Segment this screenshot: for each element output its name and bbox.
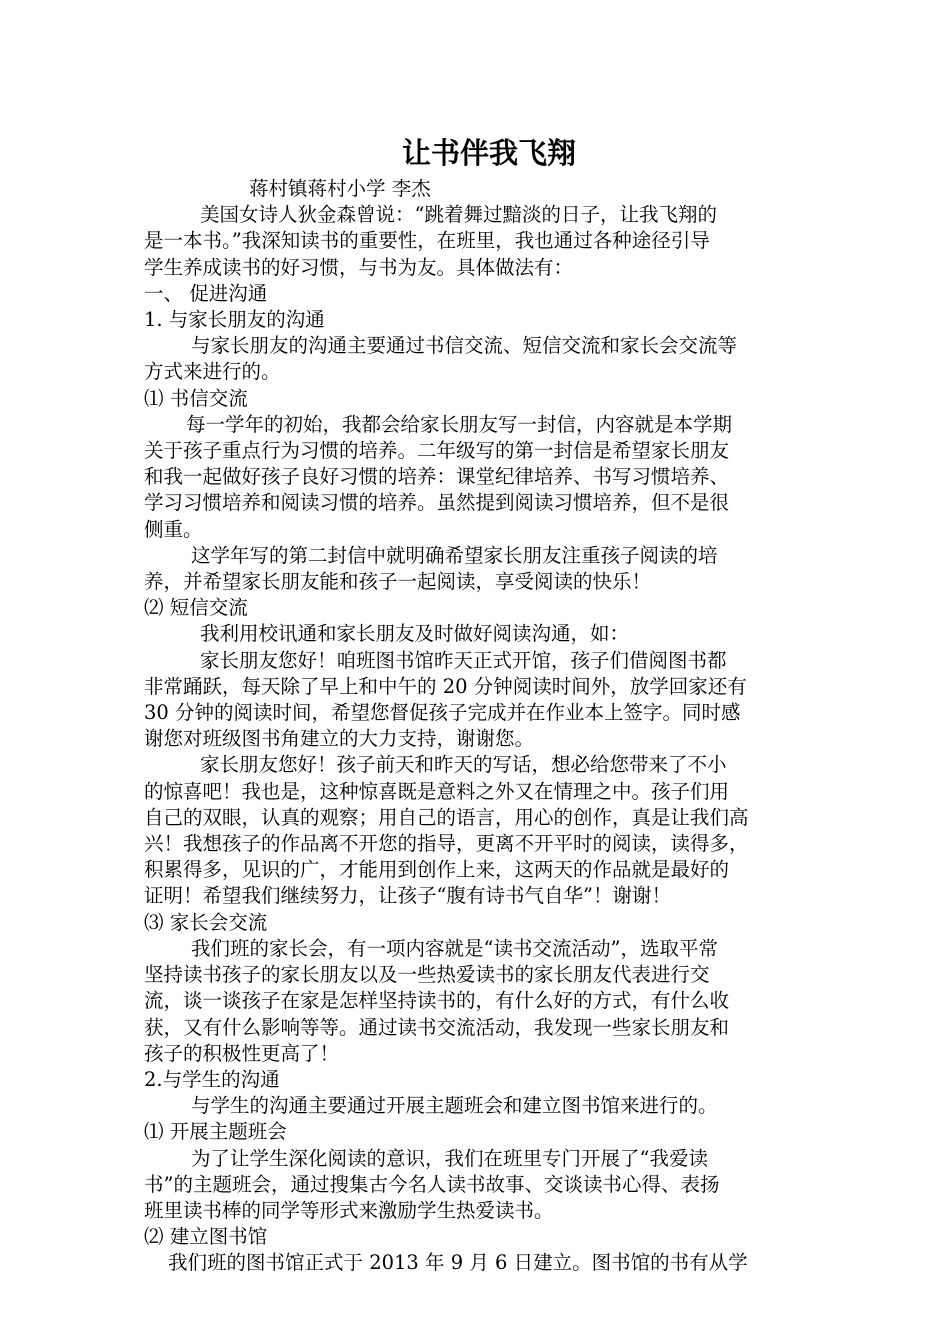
- paragraph-line: 是一本书。”我深知读书的重要性，在班里，我也通过各种途径引导: [144, 229, 710, 253]
- paragraph-line: 自己的双眼，认真的观察；用自己的语言，用心的创作，真是让我们高: [144, 805, 749, 829]
- paragraph-line: 美国女诗人狄金森曾说：“跳着舞过黯淡的日子，让我飞翔的: [200, 203, 717, 227]
- paragraph-line: 我们班的图书馆正式于 2013 年 9 月 6 日建立。图书馆的书有从学: [168, 1251, 748, 1275]
- paragraph-line: 谢您对班级图书角建立的大力支持，谢谢您。: [144, 727, 535, 751]
- paragraph-line: 与家长朋友的沟通主要通过书信交流、短信交流和家长会交流等: [191, 334, 738, 358]
- paragraph-line: 学生养成读书的好习惯，与书为友。具体做法有：: [144, 255, 574, 279]
- paragraph-line: 家长朋友您好！咱班图书馆昨天正式开馆，孩子们借阅图书都: [200, 648, 727, 672]
- paragraph-line: 积累得多，见识的广，才能用到创作上来，这两天的作品就是最好的: [144, 858, 730, 882]
- item-heading: ⑵ 短信交流: [144, 596, 248, 620]
- subsection-heading: 1. 与家长朋友的沟通: [144, 308, 325, 332]
- paragraph-line: 孩子的积极性更高了！: [144, 1041, 340, 1065]
- paragraph-line: 学习习惯培养和阅读习惯的培养。虽然提到阅读习惯培养，但不是很: [144, 491, 730, 515]
- subsection-heading: 2.与学生的沟通: [144, 1067, 280, 1091]
- document-page: [144, 130, 824, 1277]
- paragraph-line: 流，谈一谈孩子在家是怎样坚持读书的，有什么好的方式，有什么收: [144, 989, 730, 1013]
- paragraph-line: 证明！希望我们继续努力，让孩子“腹有诗书气自华”！谢谢！: [144, 884, 671, 908]
- paragraph-line: 我们班的家长会，有一项内容就是“读书交流活动”，选取平常: [191, 936, 718, 960]
- item-heading: ⑶ 家长会交流: [144, 910, 268, 934]
- paragraph-line: 方式来进行的。: [144, 360, 281, 384]
- paragraph-line: 侧重。: [144, 517, 203, 541]
- paragraph-line: 坚持读书孩子的家长朋友以及一些热爱读书的家长朋友代表进行交: [144, 963, 710, 987]
- paragraph-line: 30 分钟的阅读时间，希望您督促孩子完成并在作业本上签字。同时感: [144, 701, 741, 725]
- paragraph-line: 这学年写的第二封信中就明确希望家长朋友注重孩子阅读的培: [191, 543, 718, 567]
- paragraph-line: 养，并希望家长朋友能和孩子一起阅读，享受阅读的快乐！: [144, 570, 652, 594]
- paragraph-line: 为了让学生深化阅读的意识，我们在班里专门开展了“我爱读: [191, 1146, 708, 1170]
- paragraph-line: 书”的主题班会，通过搜集古今名人读书故事、交谈读书心得、表扬: [144, 1172, 720, 1196]
- paragraph-line: 和我一起做好孩子良好习惯的培养：课堂纪律培养、书写习惯培养、: [144, 465, 730, 489]
- item-heading: ⑴ 书信交流: [144, 386, 248, 410]
- paragraph-line: 与学生的沟通主要通过开展主题班会和建立图书馆来进行的。: [191, 1094, 718, 1118]
- author-line: 蒋村镇蒋村小学 李杰: [249, 177, 431, 200]
- document-title: 让书伴我飞翔: [401, 136, 576, 170]
- item-heading: ⑵ 建立图书馆: [144, 1225, 268, 1249]
- section-heading: 一、 促进沟通: [144, 281, 268, 305]
- paragraph-line: 班里读书棒的同学等形式来激励学生热爱读书。: [144, 1198, 554, 1222]
- paragraph-line: 的惊喜吧！我也是，这种惊喜既是意料之外又在情理之中。孩子们用: [144, 779, 730, 803]
- item-heading: ⑴ 开展主题班会: [144, 1120, 287, 1144]
- paragraph-line: 每一学年的初始，我都会给家长朋友写一封信，内容就是本学期: [186, 412, 733, 436]
- paragraph-line: 获，又有什么影响等等。通过读书交流活动，我发现一些家长朋友和: [144, 1015, 730, 1039]
- paragraph-line: 我利用校讯通和家长朋友及时做好阅读沟通，如：: [200, 622, 630, 646]
- paragraph-line: 非常踊跃，每天除了早上和中午的 20 分钟阅读时间外，放学回家还有: [144, 674, 747, 698]
- paragraph-line: 关于孩子重点行为习惯的培养。二年级写的第一封信是希望家长朋友: [144, 439, 730, 463]
- paragraph-line: 兴！我想孩子的作品离不开您的指导，更离不开平时的阅读，读得多，: [144, 832, 749, 856]
- paragraph-line: 家长朋友您好！孩子前天和昨天的写话，想必给您带来了不小: [200, 753, 727, 777]
